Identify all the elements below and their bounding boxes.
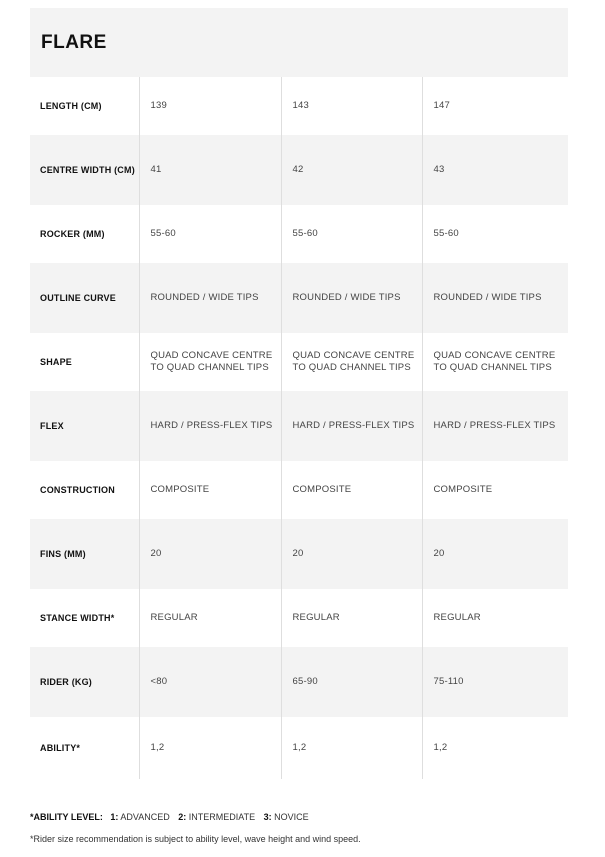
table-title: FLARE	[30, 8, 568, 77]
spec-row	[30, 135, 568, 205]
spec-value: QUAD CONCAVE CENTRE TO QUAD CHANNEL TIPS	[139, 333, 281, 391]
spec-row	[30, 391, 568, 461]
ability-level-3	[264, 812, 309, 822]
spec-value: 55-60	[422, 205, 568, 263]
ability-level-number: 2:	[178, 812, 187, 822]
spec-label: FINS (MM)	[30, 519, 139, 589]
footnotes	[30, 812, 570, 844]
spec-value: QUAD CONCAVE CENTRE TO QUAD CHANNEL TIPS	[281, 333, 422, 391]
spec-value: 20	[422, 519, 568, 589]
ability-level-1	[110, 812, 169, 822]
ability-level-2	[178, 812, 255, 822]
spec-value: 41	[139, 135, 281, 205]
spec-label: CONSTRUCTION	[40, 485, 115, 495]
spec-value: HARD / PRESS-FLEX TIPS	[139, 391, 281, 461]
spec-label: SHAPE	[40, 357, 73, 367]
ability-level-number: 1:	[110, 812, 119, 822]
spec-value: 20	[139, 519, 281, 589]
spec-row	[30, 589, 568, 647]
spec-value: HARD / PRESS-FLEX TIPS	[422, 391, 568, 461]
spec-sheet	[30, 8, 568, 779]
spec-value: 139	[139, 77, 281, 135]
spec-row	[30, 717, 568, 779]
spec-label: ABILITY*	[40, 743, 81, 753]
ability-legend-heading: *ABILITY LEVEL:	[30, 812, 103, 822]
spec-value: 75-110	[422, 647, 568, 717]
ability-level-text: INTERMEDIATE	[188, 812, 256, 822]
spec-value: 42	[281, 135, 422, 205]
ability-legend	[30, 812, 570, 826]
spec-value: <80	[139, 647, 281, 717]
spec-label: STANCE WIDTH*	[40, 613, 115, 623]
rider-size-note: *Rider size recommendation is subject to ability level, wave height and wind speed.	[30, 834, 361, 844]
spec-value: HARD / PRESS-FLEX TIPS	[281, 391, 422, 461]
spec-table	[30, 77, 568, 779]
spec-value: 1,2	[139, 717, 281, 779]
spec-value: COMPOSITE	[422, 461, 568, 519]
spec-row	[30, 77, 568, 135]
spec-label: OUTLINE CURVE	[30, 263, 139, 333]
spec-value: 1,2	[281, 717, 422, 779]
spec-row	[30, 647, 568, 717]
spec-value: 43	[422, 135, 568, 205]
spec-label: ROCKER (MM)	[40, 229, 105, 239]
spec-value: 20	[281, 519, 422, 589]
spec-value: REGULAR	[281, 589, 422, 647]
spec-value: 1,2	[422, 717, 568, 779]
spec-value: COMPOSITE	[139, 461, 281, 519]
spec-row	[30, 205, 568, 263]
spec-label: CENTRE WIDTH (CM)	[30, 135, 139, 205]
ability-level-text: ADVANCED	[120, 812, 170, 822]
spec-row	[30, 333, 568, 391]
spec-value: ROUNDED / WIDE TIPS	[139, 263, 281, 333]
spec-label: LENGTH (CM)	[40, 101, 102, 111]
spec-value: 55-60	[281, 205, 422, 263]
spec-row	[30, 461, 568, 519]
spec-value: 147	[422, 77, 568, 135]
spec-value: 55-60	[139, 205, 281, 263]
spec-value: ROUNDED / WIDE TIPS	[422, 263, 568, 333]
spec-table-body	[30, 77, 568, 779]
spec-value: REGULAR	[422, 589, 568, 647]
spec-label: FLEX	[30, 391, 139, 461]
ability-level-text: NOVICE	[274, 812, 309, 822]
spec-row	[30, 263, 568, 333]
spec-row	[30, 519, 568, 589]
ability-level-number: 3:	[263, 812, 272, 822]
spec-value: REGULAR	[139, 589, 281, 647]
spec-value: ROUNDED / WIDE TIPS	[281, 263, 422, 333]
spec-value: 143	[281, 77, 422, 135]
spec-label: RIDER (KG)	[30, 647, 139, 717]
spec-value: QUAD CONCAVE CENTRE TO QUAD CHANNEL TIPS	[422, 333, 568, 391]
spec-value: 65-90	[281, 647, 422, 717]
spec-value: COMPOSITE	[281, 461, 422, 519]
